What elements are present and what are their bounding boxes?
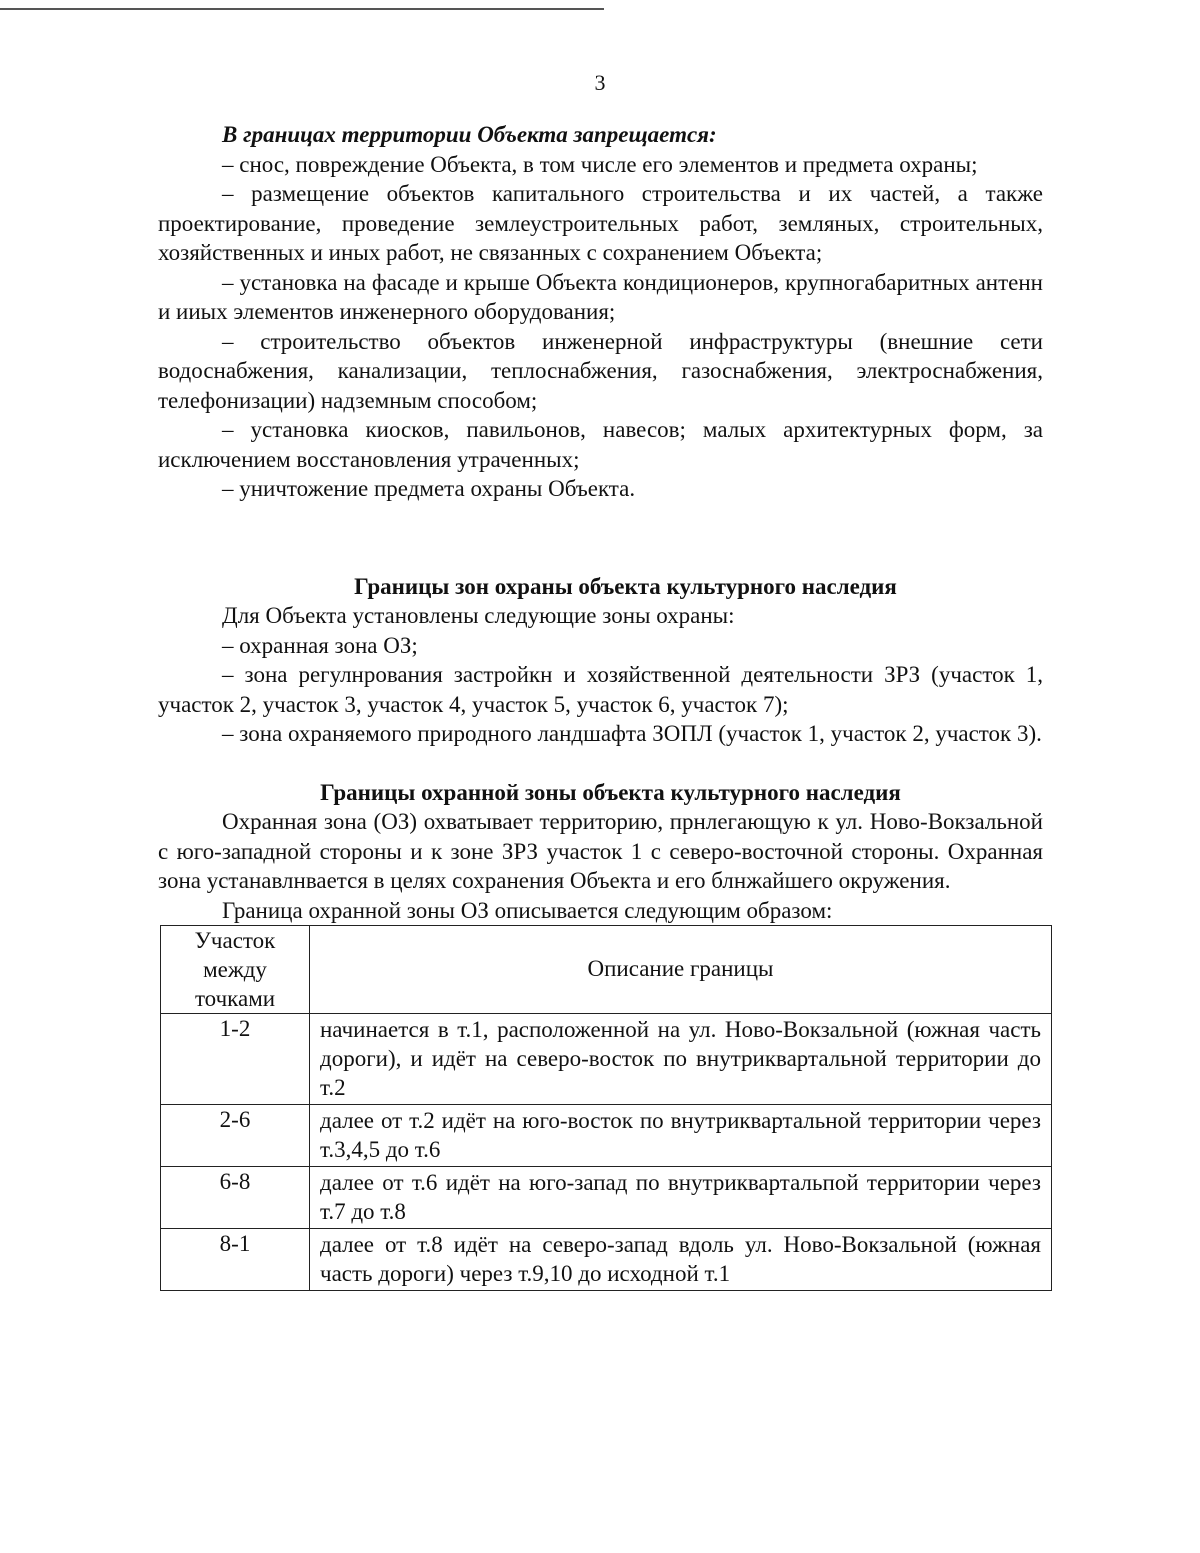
row-description: далее от т.8 идёт на северо-запад вдоль ул. Ново-Вокзальной (южная часть дороги) через т.9,10 до исходной т.1: [310, 1228, 1052, 1290]
table-header-row: [161, 925, 1052, 1013]
zones-heading: Границы зон охраны объекта культурного наследия: [354, 573, 897, 599]
row-section: 6-8: [161, 1166, 310, 1228]
zone-item: – охранная зона ОЗ;: [222, 632, 418, 658]
table-row: [161, 1104, 1052, 1166]
page-number: 3: [594, 70, 606, 95]
row-section: 1-2: [161, 1013, 310, 1104]
table-row: [161, 1013, 1052, 1104]
prohibition-item: – установка на фасаде и крыше Объекта кондиционеров, крупногабаритных антенн и ииых элементов инженерного оборудования;: [158, 269, 1043, 324]
header-section: Участок между точками: [161, 925, 310, 1013]
row-description: начинается в т.1, расположенной на ул. Ново-Вокзальной (южная часть дороги), и идёт на северо-восток по внутриквартальной территории до т.2: [310, 1013, 1052, 1104]
boundary-table: [160, 925, 1052, 1291]
prohibition-item: – установка киосков, павильонов, навесов; малых архитектурных форм, за исключением восстановления утраченных;: [158, 417, 1043, 472]
prohibition-item: – строительство объектов инженерной инфраструктуры (внешние сети водоснабжения, канализации, теплоснабжения, газоснабжения, электроснабжения, телефонизации) надземным способом;: [158, 328, 1043, 413]
document-body: [158, 120, 1043, 1291]
table-row: [161, 1228, 1052, 1290]
table-caption: Граница охранной зоны ОЗ описывается следующим образом:: [222, 897, 833, 923]
prohibition-item: – снос, повреждение Объекта, в том числе его элементов и предмета охраны;: [222, 151, 978, 177]
prohibition-item: – размещение объектов капитального строительства и их частей, а также проектирование, проведение землеустроительных работ, земляных, строительных, хозяйственных и иных работ, не связанных с сохранением Объекта;: [158, 181, 1043, 265]
table-row: [161, 1166, 1052, 1228]
row-section: 8-1: [161, 1228, 310, 1290]
zones-intro: Для Объекта установлены следующие зоны охраны:: [222, 603, 735, 628]
zone-item: – зона регулнрования застройкн и хозяйственной деятельности ЗРЗ (участок 1, участок 2, участок 3, участок 4, участок 5, участок 6, участок 7);: [158, 662, 1043, 717]
scan-top-rule: [0, 8, 604, 10]
protected-zone-paragraph: Охранная зона (ОЗ) охватывает территорию, прнлегающую к ул. Ново-Вокзальной с юго-западной стороны и к зоне ЗРЗ участок 1 с северо-восточной стороны. Охранная зона устанавлнвается в целях сохранения Объекта и его блнжайшего окружения.: [158, 809, 1043, 893]
row-description: далее от т.2 идёт на юго-восток по внутриквартальной территории через т.3,4,5 до т.6: [310, 1104, 1052, 1166]
prohibitions-title: В границах территории Объекта запрещается:: [222, 122, 717, 147]
row-description: далее от т.6 идёт на юго-запад по внутриквартальпой территории через т.7 до т.8: [310, 1166, 1052, 1228]
zone-item: – зона охраняемого природного ландшафта ЗОПЛ (участок 1, участок 2, участок 3).: [222, 721, 1042, 746]
header-description: Описание границы: [310, 925, 1052, 1013]
prohibition-item: – уничтожение предмета охраны Объекта.: [222, 476, 636, 501]
row-section: 2-6: [161, 1104, 310, 1166]
protected-zone-heading: Границы охранной зоны объекта культурного наследия: [320, 779, 901, 805]
